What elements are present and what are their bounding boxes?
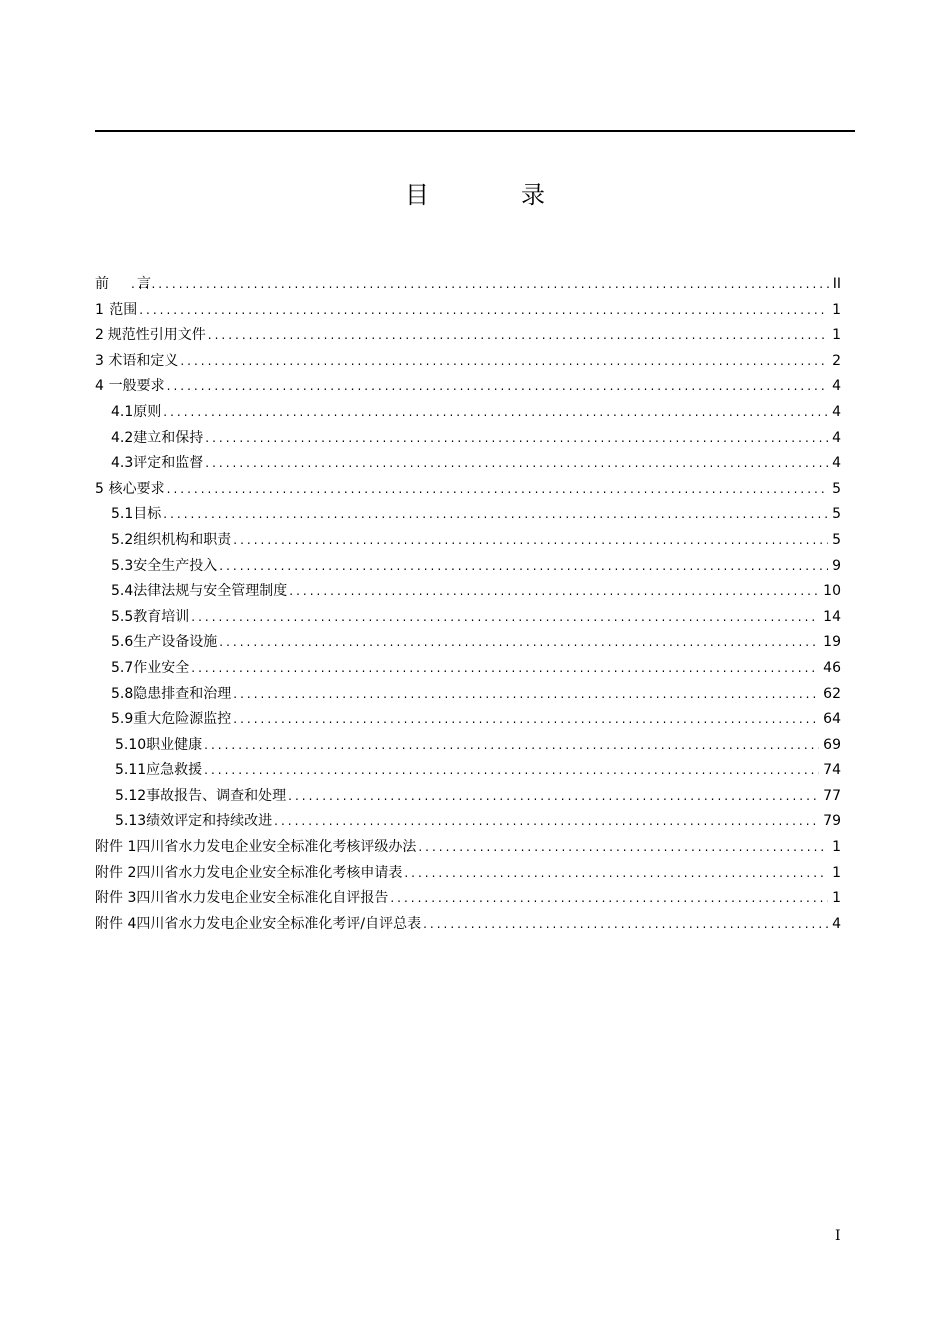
toc-entry-number: 5.11 [115,762,147,779]
toc-entry[interactable] [95,886,841,912]
toc-leader-dots [131,272,829,298]
toc-entry[interactable] [95,477,841,503]
toc-entry-title: 应急救援 [146,762,203,779]
toc-entry-number: 5.1 [111,506,134,523]
toc-entry[interactable] [95,707,841,733]
toc-entry-title: 范围 [109,301,138,318]
toc-entry-page: 4 [832,403,841,420]
toc-leader-dots [219,630,819,656]
toc-entry-page: 4 [832,429,841,446]
toc-entry-number: 5.6 [111,634,134,651]
toc-entry-page: 46 [823,659,841,676]
toc-entry[interactable] [95,349,841,375]
toc-entry[interactable] [95,733,841,759]
toc-entry-title: 事故报告、调查和处理 [146,787,287,804]
toc-entry-title: 四川省水力发电企业安全标准化自评报告 [136,890,389,907]
toc-entry-title: 法律法规与安全管理制度 [133,583,288,600]
toc-entry[interactable] [95,835,841,861]
toc-entry-title: 重大危险源监控 [133,711,232,728]
toc-leader-dots [205,451,828,477]
toc-entry-title: 隐患排查和治理 [133,685,232,702]
toc-entry-number: 附件 1 [95,839,137,856]
toc-entry-page: 1 [832,839,841,856]
toc-leader-dots [208,323,828,349]
toc-entry-number: 附件 3 [95,890,137,907]
toc-entry-page: 19 [823,634,841,651]
toc-leader-dots [191,656,819,682]
toc-leader-dots [191,605,819,631]
toc-entry[interactable] [95,579,841,605]
toc-entry-number: 4.1 [111,403,134,420]
toc-leader-dots [418,835,828,861]
toc-leader-dots [233,528,828,554]
toc-entry-title: 一般要求 [108,378,165,395]
toc-leader-dots [233,707,819,733]
toc-entry-title: 生产设备设施 [133,634,218,651]
toc-entry-number: 5.4 [111,583,134,600]
toc-entry-page: 4 [832,915,841,932]
toc-entry[interactable] [95,374,841,400]
toc-entry-number: 5.3 [111,557,134,574]
toc-leader-dots [204,758,819,784]
toc-entry-page: 62 [823,685,841,702]
page-number: I [835,1228,841,1244]
toc-entry-title: 术语和定义 [108,352,179,369]
toc-entry-page: 79 [823,813,841,830]
toc-leader-dots [205,426,828,452]
toc-leader-dots [219,554,828,580]
toc-entry-title: 作业安全 [133,659,190,676]
toc-entry-number: 附件 2 [95,864,137,881]
toc-leader-dots [404,861,828,887]
toc-entry-title: 绩效评定和持续改进 [146,813,273,830]
toc-leader-dots [163,502,828,528]
toc-entry-number: 5.2 [111,531,134,548]
toc-entry-page: II [832,276,841,292]
toc-entry-number: 5.7 [111,659,134,676]
toc-entry-title: 四川省水力发电企业安全标准化考核评级办法 [136,839,417,856]
toc-entry-page: 14 [823,608,841,625]
toc-entry-number: 5.13 [115,813,147,830]
toc-leader-dots [139,298,828,324]
toc-entry[interactable] [95,502,841,528]
toc-leader-dots [167,477,828,503]
toc-entry[interactable] [95,861,841,887]
table-of-contents [95,272,841,937]
toc-entry-page: 1 [832,864,841,881]
toc-entry-page: 69 [823,736,841,753]
toc-leader-dots [288,784,819,810]
toc-entry-title: 组织机构和职责 [133,531,232,548]
toc-entry-title: 职业健康 [146,736,203,753]
toc-entry-title: 安全生产投入 [133,557,218,574]
toc-entry-page: 4 [832,378,841,395]
toc-leader-dots [233,682,819,708]
toc-leader-dots [167,374,828,400]
toc-entry-number: 5.8 [111,685,134,702]
toc-entry-page: 74 [823,762,841,779]
toc-entry-page: 77 [823,787,841,804]
toc-entry-number: 附件 4 [95,915,137,932]
toc-entry[interactable] [95,426,841,452]
toc-leader-dots [163,400,828,426]
toc-entry-number: 5 [95,480,104,497]
toc-entry-page: 2 [832,352,841,369]
toc-entry-number: 4.3 [111,455,134,472]
toc-entry-page: 1 [832,327,841,344]
toc-entry-number: 5.5 [111,608,134,625]
toc-entry-number: 5.12 [115,787,147,804]
toc-entry-number: 4 [95,378,104,395]
toc-entry[interactable] [95,528,841,554]
toc-entry-number: 5.10 [115,736,147,753]
toc-entry-page: 4 [832,455,841,472]
toc-entry[interactable] [95,682,841,708]
toc-entry[interactable] [95,554,841,580]
toc-entry[interactable] [95,630,841,656]
toc-leader-dots [423,912,828,938]
toc-entry-number: 1 [95,301,104,318]
toc-entry-title: 规范性引用文件 [107,327,206,344]
toc-entry[interactable] [95,272,841,298]
toc-entry-page: 5 [832,506,841,523]
toc-entry-number: 4.2 [111,429,134,446]
toc-entry-title: 评定和监督 [133,455,204,472]
toc-entry-number: 5.9 [111,711,134,728]
toc-entry-page: 5 [832,480,841,497]
toc-entry-page: 9 [832,557,841,574]
toc-entry-page: 1 [832,301,841,318]
toc-entry-number: 2 [95,327,104,344]
toc-entry[interactable] [95,784,841,810]
toc-entry[interactable] [95,323,841,349]
toc-entry-number: 前 言 [95,276,151,292]
toc-leader-dots [390,886,828,912]
toc-entry[interactable] [95,605,841,631]
toc-entry-title: 教育培训 [133,608,190,625]
toc-entry[interactable] [95,809,841,835]
toc-entry[interactable] [95,656,841,682]
toc-title: 目 录 [405,181,579,209]
toc-entry-title: 目标 [133,506,162,523]
toc-entry-page: 1 [832,890,841,907]
toc-entry[interactable] [95,758,841,784]
toc-entry[interactable] [95,298,841,324]
toc-leader-dots [274,809,819,835]
toc-entry-title: 四川省水力发电企业安全标准化考评/自评总表 [136,915,422,932]
toc-entry-page: 64 [823,711,841,728]
toc-leader-dots [180,349,828,375]
toc-entry-number: 3 [95,352,104,369]
toc-entry[interactable] [95,912,841,938]
toc-leader-dots [204,733,819,759]
toc-entry[interactable] [95,451,841,477]
toc-entry-title: 核心要求 [108,480,165,497]
toc-entry-page: 10 [823,583,841,600]
toc-entry[interactable] [95,400,841,426]
toc-entry-page: 5 [832,531,841,548]
toc-leader-dots [289,579,819,605]
toc-entry-title: 原则 [133,403,162,420]
toc-entry-title: 建立和保持 [133,429,204,446]
toc-entry-title: 四川省水力发电企业安全标准化考核申请表 [136,864,403,881]
header-rule [95,130,855,132]
